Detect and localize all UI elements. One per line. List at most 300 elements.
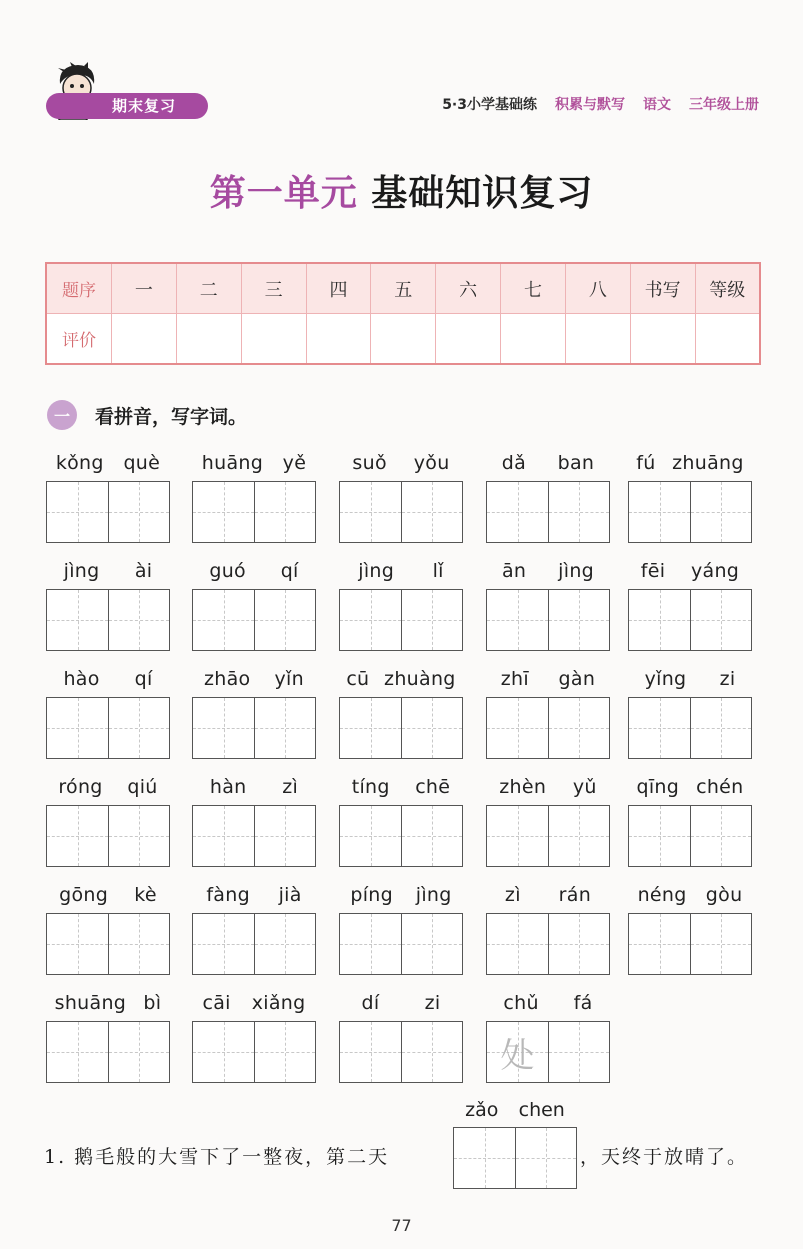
- sample-character: [691, 806, 752, 866]
- pinyin-syllable: fú: [636, 452, 656, 474]
- sample-character: [47, 482, 108, 542]
- word-answer-boxes: [339, 913, 463, 975]
- sample-character: [402, 698, 463, 758]
- word-item: [46, 772, 170, 872]
- writing-cell[interactable]: [47, 482, 108, 542]
- sample-character: [193, 806, 254, 866]
- writing-cell[interactable]: [47, 806, 108, 866]
- writing-cell[interactable]: [690, 482, 751, 542]
- word-answer-boxes: [46, 481, 170, 543]
- column-head: 七: [501, 263, 566, 314]
- pinyin-syllable: qīng: [636, 776, 680, 798]
- writing-cell[interactable]: [401, 698, 462, 758]
- column-head: 等级: [695, 263, 760, 314]
- table-row-order: [46, 263, 760, 314]
- writing-cell[interactable]: [487, 914, 548, 974]
- writing-cell[interactable]: [548, 914, 609, 974]
- sample-character: [691, 698, 752, 758]
- word-pinyin: [486, 556, 610, 586]
- sample-character: [255, 1022, 316, 1082]
- writing-cell[interactable]: [340, 1022, 401, 1082]
- sample-character: [47, 1022, 108, 1082]
- pinyin-syllable: zì: [504, 884, 521, 906]
- book-name: 积累与默写: [555, 97, 625, 113]
- sample-character: [193, 914, 254, 974]
- writing-cell[interactable]: [548, 698, 609, 758]
- pinyin-syllable: suǒ: [352, 452, 387, 474]
- sample-character: [47, 914, 108, 974]
- word-answer-boxes: [486, 697, 610, 759]
- writing-cell[interactable]: [690, 806, 751, 866]
- word-pinyin: [46, 664, 170, 694]
- sample-character: [255, 914, 316, 974]
- sample-character: [487, 914, 548, 974]
- word-pinyin: [339, 556, 463, 586]
- sentence-answer-boxes: [453, 1127, 577, 1189]
- evaluation-cell[interactable]: [371, 314, 436, 365]
- word-pinyin: [339, 448, 463, 478]
- pinyin-syllable: zhuāng: [672, 452, 744, 474]
- title-topic: 基础知识复习: [371, 173, 594, 214]
- sample-character: [340, 590, 401, 650]
- sample-character: [549, 482, 610, 542]
- writing-cell[interactable]: [108, 1022, 169, 1082]
- sample-character: [47, 698, 108, 758]
- writing-cell[interactable]: [108, 698, 169, 758]
- sample-character: [629, 590, 690, 650]
- evaluation-cell[interactable]: [241, 314, 306, 365]
- column-head: 四: [306, 263, 371, 314]
- sample-character: [340, 482, 401, 542]
- word-answer-boxes: [192, 913, 316, 975]
- pinyin-syllable: cū: [346, 668, 370, 690]
- writing-cell[interactable]: [401, 806, 462, 866]
- word-item: [192, 556, 316, 656]
- word-item: [486, 664, 610, 764]
- writing-cell[interactable]: [47, 698, 108, 758]
- pinyin-syllable: zhī: [500, 668, 529, 690]
- word-answer-boxes: [339, 589, 463, 651]
- word-pinyin: [628, 880, 752, 910]
- word-pinyin: [486, 448, 610, 478]
- sample-character: [629, 914, 690, 974]
- word-answer-boxes: [46, 805, 170, 867]
- sample-character: [109, 590, 170, 650]
- sample-character: [629, 806, 690, 866]
- writing-cell[interactable]: [487, 482, 548, 542]
- evaluation-cell[interactable]: [501, 314, 566, 365]
- word-pinyin: [486, 664, 610, 694]
- evaluation-cell[interactable]: [112, 314, 177, 365]
- evaluation-cell[interactable]: [565, 314, 630, 365]
- writing-cell[interactable]: [193, 482, 254, 542]
- column-head: 一: [112, 263, 177, 314]
- row-head-order: 题序: [46, 263, 112, 314]
- sample-character: [340, 698, 401, 758]
- sample-character: [193, 590, 254, 650]
- word-item: [486, 988, 610, 1088]
- pinyin-syllable: kè: [134, 884, 157, 906]
- word-item: [628, 448, 752, 548]
- writing-cell[interactable]: [254, 806, 315, 866]
- pinyin-syllable: yě: [282, 452, 307, 474]
- column-head: 八: [565, 263, 630, 314]
- sample-character: [255, 482, 316, 542]
- sample-character: [340, 914, 401, 974]
- pinyin-syllable: chē: [415, 776, 451, 798]
- word-pinyin: [339, 880, 463, 910]
- word-answer-boxes: [339, 1021, 463, 1083]
- pinyin-syllable: zi: [424, 992, 441, 1014]
- word-item: [192, 448, 316, 548]
- pinyin-syllable: fēi: [640, 560, 666, 582]
- sample-character: [487, 698, 548, 758]
- writing-cell[interactable]: [487, 1022, 548, 1082]
- sample-character: [549, 1022, 610, 1082]
- pinyin-syllable: jià: [278, 884, 302, 906]
- series-name: 5·3小学基础练: [442, 97, 537, 113]
- pinyin-syllable: lǐ: [432, 560, 444, 582]
- word-answer-boxes: [192, 1021, 316, 1083]
- word-item: [486, 880, 610, 980]
- sample-character: [109, 914, 170, 974]
- word-answer-boxes: [46, 697, 170, 759]
- writing-cell[interactable]: [629, 914, 690, 974]
- pinyin-syllable: kǒng: [55, 452, 104, 474]
- sample-character: [109, 806, 170, 866]
- sample-character: [402, 806, 463, 866]
- word-pinyin: [339, 772, 463, 802]
- sample-character: [402, 914, 463, 974]
- writing-cell[interactable]: [401, 914, 462, 974]
- sample-character: [629, 698, 690, 758]
- pinyin-syllable: jìng: [63, 560, 100, 582]
- page-number: 77: [391, 1216, 412, 1235]
- word-pinyin: [486, 880, 610, 910]
- word-answer-boxes: [486, 481, 610, 543]
- pinyin-syllable: yǐn: [274, 668, 304, 690]
- writing-cell[interactable]: [193, 914, 254, 974]
- table-row-evaluation: [46, 314, 760, 365]
- word-item: [192, 664, 316, 764]
- writing-cell[interactable]: [454, 1128, 515, 1188]
- word-pinyin: [192, 664, 316, 694]
- pinyin-syllable: zi: [719, 668, 736, 690]
- pinyin-syllable: bì: [143, 992, 162, 1014]
- pinyin-syllable: hào: [63, 668, 100, 690]
- writing-cell[interactable]: [487, 806, 548, 866]
- word-answer-boxes: [46, 913, 170, 975]
- pinyin-syllable: píng: [350, 884, 394, 906]
- word-pinyin: [628, 664, 752, 694]
- evaluation-cell[interactable]: [695, 314, 760, 365]
- sample-character: [549, 698, 610, 758]
- row-head-evaluation: 评价: [46, 314, 112, 365]
- title-unit: 第一单元: [209, 173, 358, 214]
- review-badge-label: 期末复习: [112, 97, 177, 115]
- word-answer-boxes: [628, 481, 752, 543]
- pinyin-syllable: tíng: [351, 776, 390, 798]
- pinyin-syllable: gōng: [59, 884, 109, 906]
- sample-character: [340, 806, 401, 866]
- subject-name: 语文: [643, 97, 671, 113]
- writing-cell[interactable]: [548, 1022, 609, 1082]
- word-item: [486, 448, 610, 548]
- writing-cell[interactable]: [340, 914, 401, 974]
- writing-cell[interactable]: [47, 914, 108, 974]
- page-header: [0, 0, 803, 130]
- pinyin-syllable: dí: [361, 992, 380, 1014]
- pinyin-syllable: xiǎng: [251, 992, 306, 1014]
- pinyin-syllable: qí: [134, 668, 153, 690]
- pinyin-syllable: zì: [282, 776, 299, 798]
- word-answer-boxes: [628, 805, 752, 867]
- sample-character: [255, 590, 316, 650]
- word-item: [192, 988, 316, 1088]
- word-item: [339, 880, 463, 980]
- evaluation-cell[interactable]: [630, 314, 695, 365]
- writing-cell[interactable]: [108, 914, 169, 974]
- writing-cell[interactable]: [340, 590, 401, 650]
- writing-cell[interactable]: [487, 590, 548, 650]
- writing-cell[interactable]: [108, 590, 169, 650]
- sample-character: [109, 482, 170, 542]
- writing-cell[interactable]: [254, 698, 315, 758]
- writing-cell[interactable]: [108, 806, 169, 866]
- word-answer-boxes: [628, 697, 752, 759]
- word-pinyin: [628, 772, 752, 802]
- pinyin-syllable: jìng: [558, 560, 595, 582]
- word-answer-boxes: [628, 913, 752, 975]
- word-item: [46, 988, 170, 1088]
- column-head: 书写: [630, 263, 695, 314]
- pinyin-syllable: què: [123, 452, 161, 474]
- word-answer-boxes: [486, 1021, 610, 1083]
- grade-name: 三年级上册: [689, 97, 759, 113]
- word-pinyin: [192, 556, 316, 586]
- writing-cell[interactable]: [629, 806, 690, 866]
- pinyin-syllable: chen: [518, 1099, 565, 1121]
- sample-character: [340, 1022, 401, 1082]
- writing-cell[interactable]: [548, 482, 609, 542]
- pinyin-syllable: néng: [637, 884, 687, 906]
- sample-character: [47, 590, 108, 650]
- sample-character: [255, 698, 316, 758]
- sentence-pinyin: [455, 1095, 575, 1125]
- evaluation-cell[interactable]: [436, 314, 501, 365]
- sample-character: [691, 914, 752, 974]
- pinyin-syllable: zhèn: [499, 776, 547, 798]
- word-pinyin: [192, 988, 316, 1018]
- writing-cell[interactable]: [548, 806, 609, 866]
- pinyin-syllable: ān: [501, 560, 527, 582]
- pinyin-syllable: gòu: [705, 884, 743, 906]
- evaluation-cell[interactable]: [176, 314, 241, 365]
- pinyin-syllable: yǐng: [644, 668, 687, 690]
- pinyin-syllable: ài: [134, 560, 153, 582]
- sample-character: [487, 482, 548, 542]
- pinyin-syllable: hàn: [209, 776, 247, 798]
- word-item: [339, 556, 463, 656]
- writing-cell[interactable]: [401, 482, 462, 542]
- writing-cell[interactable]: [548, 590, 609, 650]
- word-item: [46, 556, 170, 656]
- writing-cell[interactable]: [193, 1022, 254, 1082]
- sample-character: [255, 806, 316, 866]
- pinyin-syllable: gàn: [558, 668, 596, 690]
- word-item: [628, 556, 752, 656]
- pinyin-syllable: ban: [557, 452, 595, 474]
- writing-cell[interactable]: [108, 482, 169, 542]
- word-item: [339, 988, 463, 1088]
- writing-cell[interactable]: [340, 698, 401, 758]
- sample-character: [691, 590, 752, 650]
- pinyin-syllable: qí: [280, 560, 299, 582]
- section-number: 一: [47, 400, 77, 430]
- word-pinyin: [339, 988, 463, 1018]
- sample-character: [549, 806, 610, 866]
- word-item: [339, 448, 463, 548]
- column-head: 二: [176, 263, 241, 314]
- writing-cell[interactable]: [629, 590, 690, 650]
- writing-cell[interactable]: [193, 590, 254, 650]
- pinyin-syllable: fàng: [206, 884, 250, 906]
- word-pinyin: [46, 988, 170, 1018]
- word-item: [628, 664, 752, 764]
- pinyin-syllable: huāng: [201, 452, 264, 474]
- word-answer-boxes: [628, 589, 752, 651]
- sample-character: [691, 482, 752, 542]
- writing-cell[interactable]: [690, 590, 751, 650]
- word-pinyin: [628, 448, 752, 478]
- writing-cell[interactable]: [515, 1128, 576, 1188]
- pinyin-syllable: dǎ: [501, 452, 527, 474]
- section-instruction: 看拼音，写字词。: [95, 405, 248, 428]
- writing-cell[interactable]: [254, 590, 315, 650]
- sample-character: [629, 482, 690, 542]
- writing-cell[interactable]: [47, 590, 108, 650]
- sentence-text-after: ，天终于放晴了。: [580, 1146, 749, 1168]
- word-item: [486, 772, 610, 872]
- word-item: [628, 772, 752, 872]
- sample-character: [109, 698, 170, 758]
- word-item: [486, 556, 610, 656]
- writing-cell[interactable]: [193, 806, 254, 866]
- pinyin-syllable: yáng: [690, 560, 740, 582]
- word-pinyin: [486, 772, 610, 802]
- writing-cell[interactable]: [401, 1022, 462, 1082]
- writing-cell[interactable]: [487, 698, 548, 758]
- word-pinyin: [46, 556, 170, 586]
- pinyin-syllable: yǒu: [413, 452, 450, 474]
- pinyin-syllable: chǔ: [503, 992, 539, 1014]
- pinyin-syllable: shuāng: [54, 992, 127, 1014]
- evaluation-cell[interactable]: [306, 314, 371, 365]
- writing-cell[interactable]: [47, 1022, 108, 1082]
- writing-cell[interactable]: [193, 698, 254, 758]
- column-head: 五: [371, 263, 436, 314]
- word-answer-boxes: [339, 481, 463, 543]
- writing-cell[interactable]: [401, 590, 462, 650]
- pinyin-syllable: fá: [573, 992, 593, 1014]
- review-badge: [46, 93, 208, 119]
- word-answer-boxes: [486, 805, 610, 867]
- word-answer-boxes: [339, 805, 463, 867]
- word-pinyin: [486, 988, 610, 1018]
- word-answer-boxes: [486, 589, 610, 651]
- pinyin-syllable: zhāo: [204, 668, 251, 690]
- writing-cell[interactable]: [690, 698, 751, 758]
- page-title: [0, 165, 803, 216]
- pinyin-syllable: jìng: [415, 884, 452, 906]
- word-pinyin: [46, 448, 170, 478]
- pinyin-syllable: guó: [209, 560, 246, 582]
- word-pinyin: [339, 664, 463, 694]
- sample-character: 处: [500, 1035, 535, 1076]
- evaluation-table: [45, 262, 761, 365]
- sentence-text-before: 1. 鹅毛般的大雪下了一整夜，第二天: [44, 1146, 390, 1168]
- pinyin-syllable: cāi: [202, 992, 231, 1014]
- sample-character: [193, 698, 254, 758]
- word-pinyin: [192, 448, 316, 478]
- word-pinyin: [46, 880, 170, 910]
- pinyin-syllable: yǔ: [572, 776, 597, 798]
- writing-cell[interactable]: [690, 914, 751, 974]
- writing-cell[interactable]: [254, 914, 315, 974]
- writing-cell[interactable]: [254, 482, 315, 542]
- writing-cell[interactable]: [629, 698, 690, 758]
- section-heading: [47, 400, 247, 430]
- sample-character: [402, 590, 463, 650]
- word-answer-boxes: [192, 697, 316, 759]
- sample-character: [193, 1022, 254, 1082]
- series-info: [442, 94, 759, 114]
- pinyin-syllable: qiú: [127, 776, 158, 798]
- word-answer-boxes: [486, 913, 610, 975]
- sample-character: [193, 482, 254, 542]
- sample-character: [47, 806, 108, 866]
- word-answer-boxes: [192, 481, 316, 543]
- word-pinyin: [192, 880, 316, 910]
- word-answer-boxes: [192, 589, 316, 651]
- word-answer-boxes: [192, 805, 316, 867]
- word-pinyin: [46, 772, 170, 802]
- word-item: [46, 880, 170, 980]
- sample-character: [549, 914, 610, 974]
- column-head: 三: [241, 263, 306, 314]
- writing-cell[interactable]: [340, 482, 401, 542]
- word-item: [339, 772, 463, 872]
- sample-character: [109, 1022, 170, 1082]
- sample-character: [549, 590, 610, 650]
- writing-cell[interactable]: [340, 806, 401, 866]
- pinyin-syllable: jìng: [358, 560, 395, 582]
- word-item: [46, 448, 170, 548]
- pinyin-syllable: zǎo: [465, 1099, 499, 1121]
- writing-cell[interactable]: [254, 1022, 315, 1082]
- word-item: [628, 880, 752, 980]
- column-head: 六: [436, 263, 501, 314]
- word-item: [192, 772, 316, 872]
- word-answer-boxes: [46, 589, 170, 651]
- pinyin-syllable: róng: [58, 776, 103, 798]
- word-pinyin: [192, 772, 316, 802]
- word-item: [192, 880, 316, 980]
- word-item: [46, 664, 170, 764]
- writing-cell[interactable]: [629, 482, 690, 542]
- sample-character: [487, 806, 548, 866]
- word-pinyin: [628, 556, 752, 586]
